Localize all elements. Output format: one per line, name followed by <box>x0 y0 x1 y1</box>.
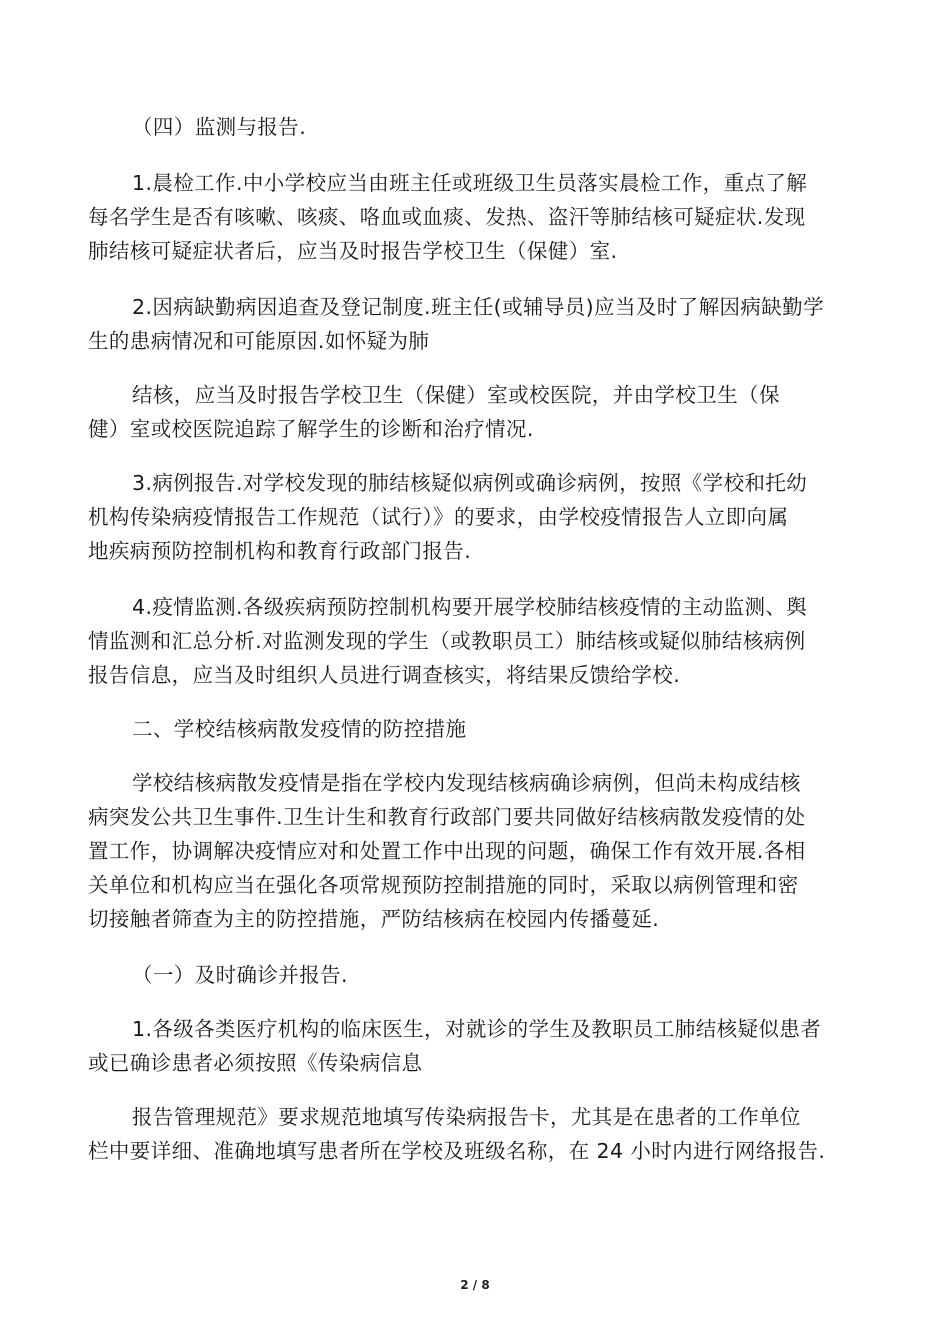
paragraph-line: 肺结核可疑症状者后，应当及时报告学校卫生（保健）室. <box>88 239 618 263</box>
paragraph-line: 地疾病预防控制机构和教育行政部门报告. <box>88 539 472 563</box>
paragraph-line: 4.疫情监测.各级疾病预防控制机构要开展学校肺结核疫情的主动监测、舆 <box>132 595 808 619</box>
paragraph-line: 病突发公共卫生事件.卫生计生和教育行政部门要共同做好结核病散发疫情的处 <box>88 805 806 829</box>
section-heading: （四）监测与报告. <box>132 115 307 139</box>
paragraph-line: 2.因病缺勤病因追查及登记制度.班主任(或辅导员)应当及时了解因病缺勤学 <box>132 295 824 319</box>
paragraph-line: 切接触者筛查为主的防控措施，严防结核病在校园内传播蔓延. <box>88 907 660 931</box>
paragraph-line: 结核，应当及时报告学校卫生（保健）室或校医院，并由学校卫生（保 <box>132 383 780 407</box>
section-heading: 二、学校结核病散发疫情的防控措施 <box>132 717 467 741</box>
paragraph-line: 3.病例报告.对学校发现的肺结核疑似病例或确诊病例，按照《学校和托幼 <box>132 471 808 495</box>
paragraph-line: 栏中要详细、准确地填写患者所在学校及班级名称，在 24 小时内进行网络报告. <box>88 1139 826 1163</box>
paragraph-line: 生的患病情况和可能原因.如怀疑为肺 <box>88 329 430 353</box>
paragraph-line: 健）室或校医院追踪了解学生的诊断和治疗情况. <box>88 417 534 441</box>
paragraph-line: 1.晨检工作.中小学校应当由班主任或班级卫生员落实晨检工作，重点了解 <box>132 171 808 195</box>
paragraph-line: 机构传染病疫情报告工作规范（试行）》的要求，由学校疫情报告人立即向属 <box>88 505 789 529</box>
paragraph-line: 1.各级各类医疗机构的临床医生，对就诊的学生及教职员工肺结核疑似患者 <box>132 1017 822 1041</box>
paragraph-line: 情监测和汇总分析.对监测发现的学生（或教职员工）肺结核或疑似肺结核病例 <box>88 629 806 653</box>
paragraph-line: 报告信息，应当及时组织人员进行调查核实，将结果反馈给学校. <box>88 663 681 687</box>
paragraph-line: 关单位和机构应当在强化各项常规预防控制措施的同时，采取以病例管理和密 <box>88 873 799 897</box>
page-number: 2 / 8 <box>460 1278 490 1292</box>
paragraph-line: 每名学生是否有咳嗽、咳痰、咯血或血痰、发热、盗汗等肺结核可疑症状.发现 <box>88 205 806 229</box>
paragraph-line: 或已确诊患者必须按照《传染病信息 <box>88 1051 423 1075</box>
paragraph-line: 置工作，协调解决疫情应对和处置工作中出现的问题，确保工作有效开展.各相 <box>88 839 806 863</box>
section-heading: （一）及时确诊并报告. <box>132 963 348 987</box>
paragraph-line: 报告管理规范》要求规范地填写传染病报告卡，尤其是在患者的工作单位 <box>132 1105 801 1129</box>
paragraph-line: 学校结核病散发疫情是指在学校内发现结核病确诊病例，但尚未构成结核 <box>132 771 801 795</box>
